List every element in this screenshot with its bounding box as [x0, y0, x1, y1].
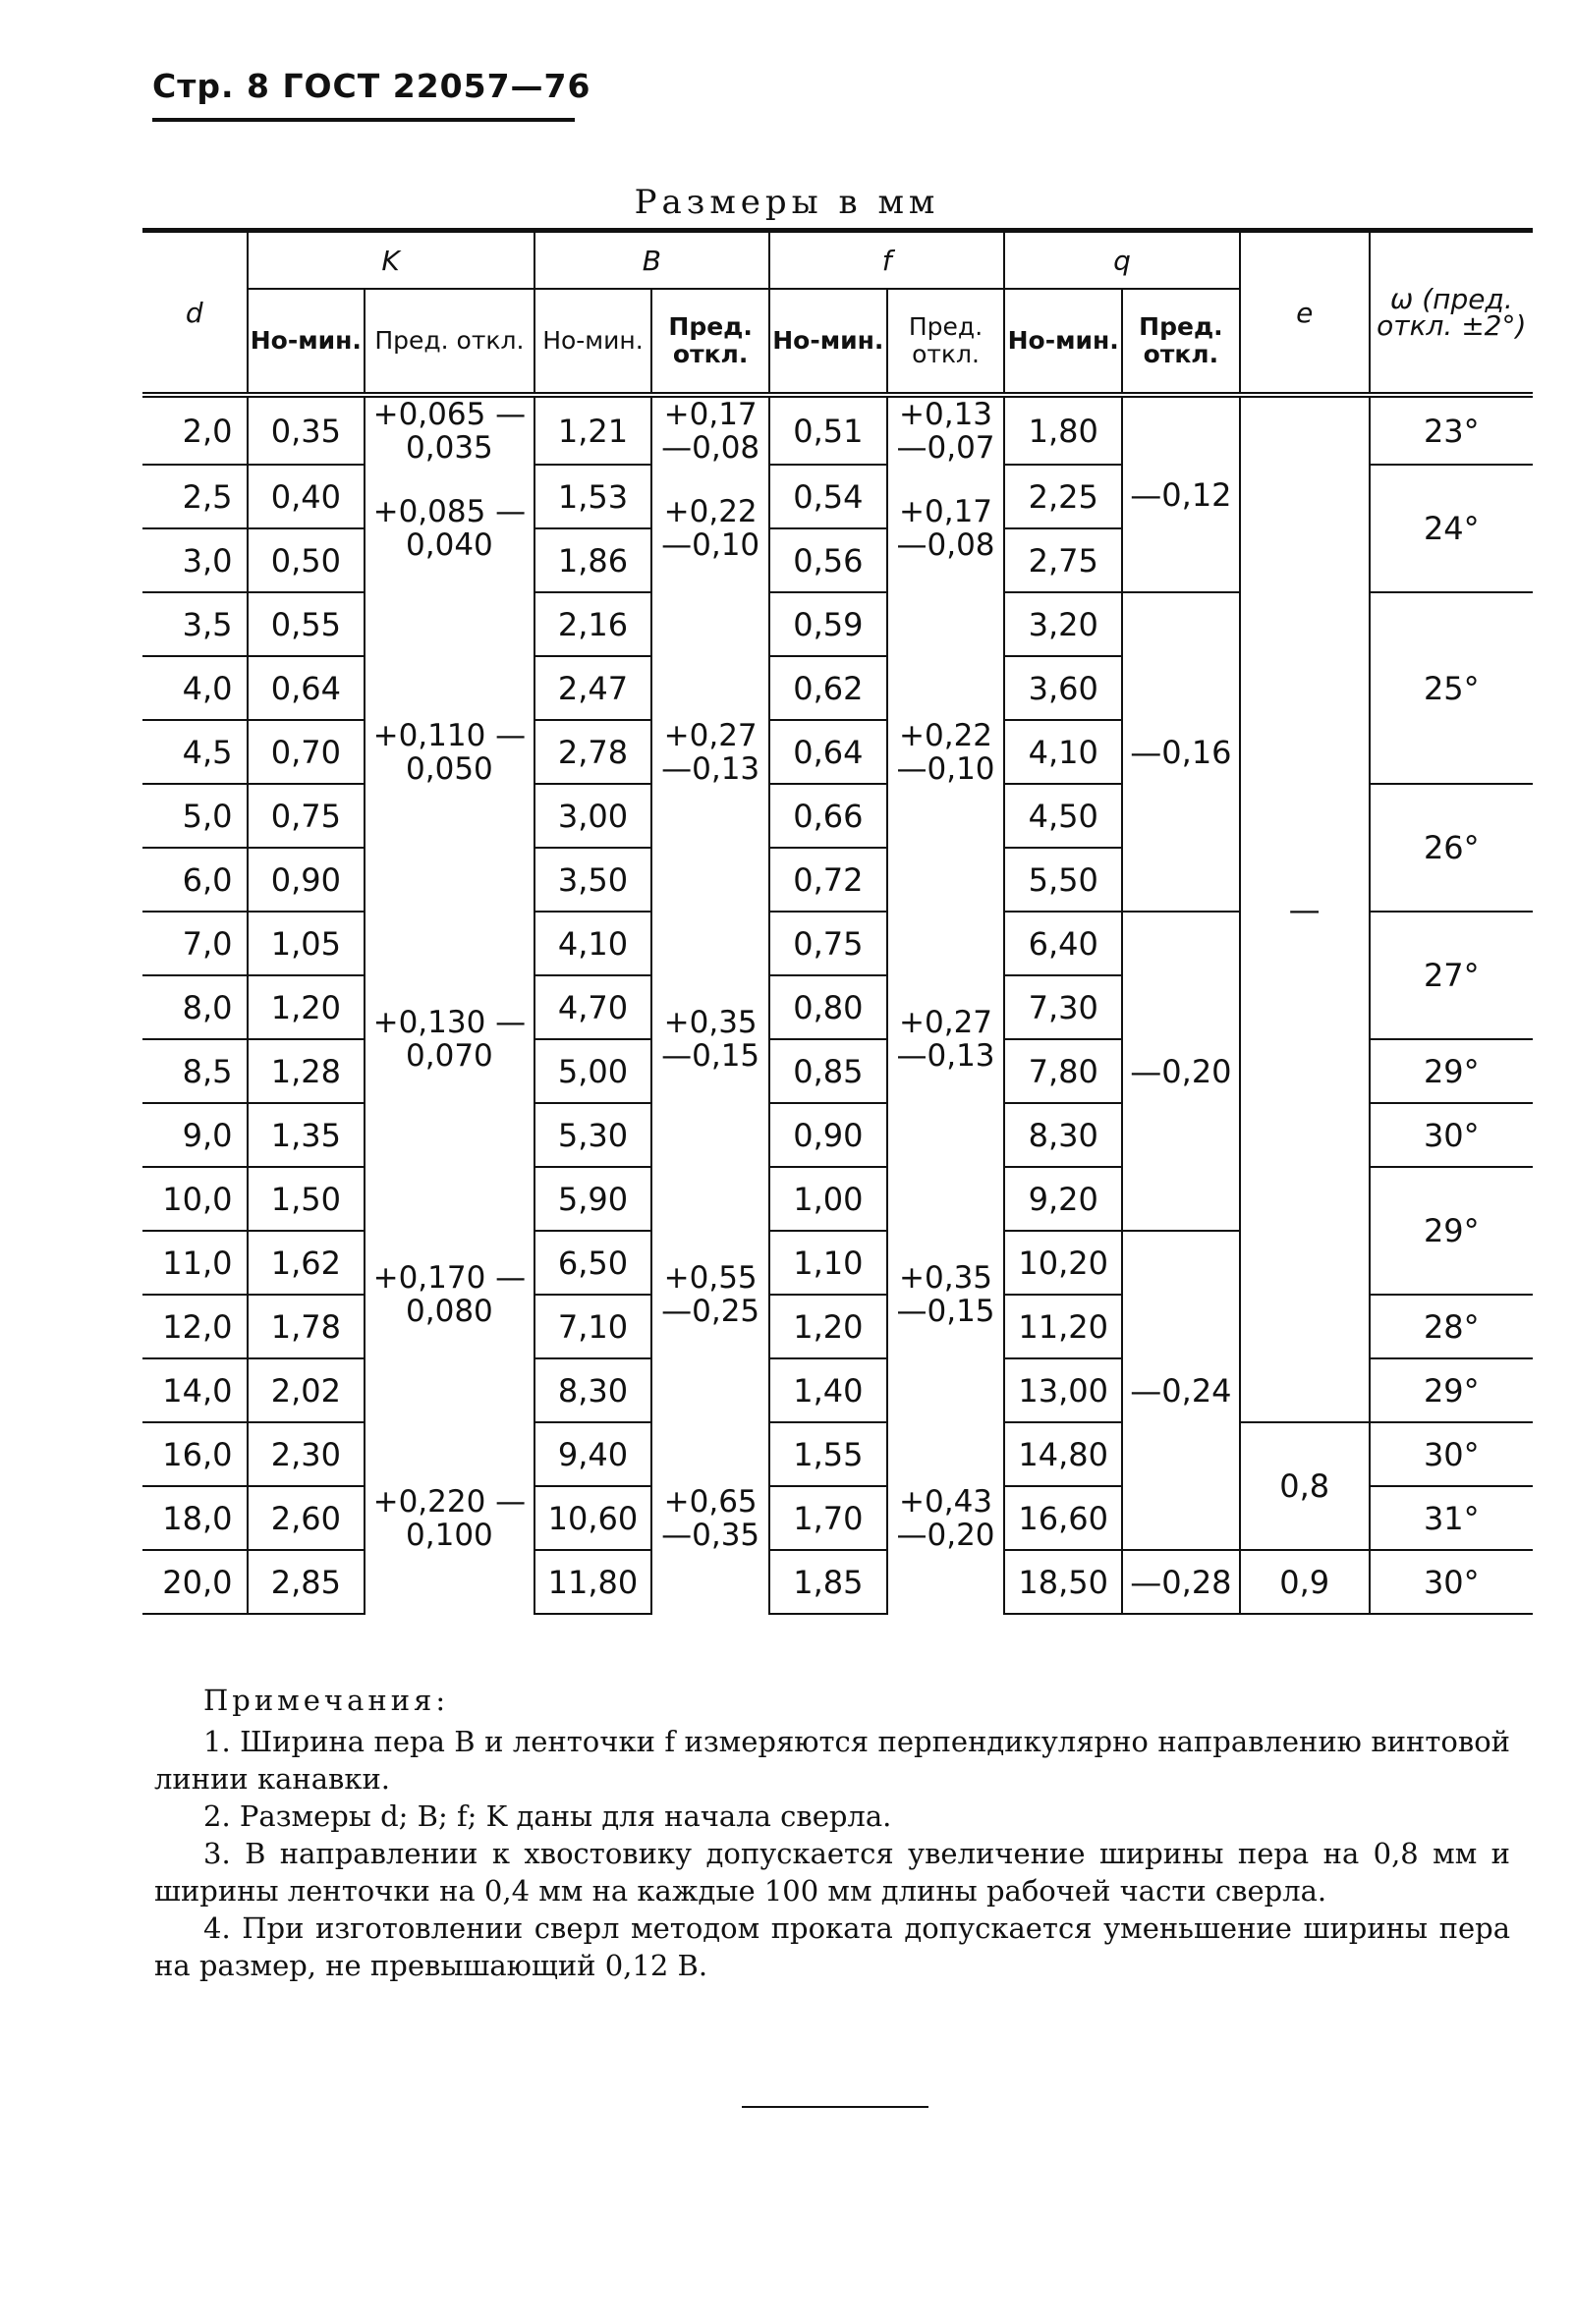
note-1: 1. Ширина пера B и ленточки f измеряются перпендикулярно направлению винтовой линии канавки.	[154, 1725, 1510, 1796]
cell-q-nom: 7,80	[1004, 1039, 1122, 1103]
cell-q-tol: —0,16	[1122, 592, 1240, 912]
cell-d: 12,0	[142, 1295, 248, 1358]
cell-B-nom: 1,21	[534, 395, 652, 465]
header-d: d	[142, 231, 248, 396]
cell-K-nom: 2,30	[248, 1422, 365, 1486]
note-2: 2. Размеры d; B; f; K даны для начала сверла.	[203, 1799, 892, 1833]
subheader-nom: Но-мин.	[1004, 289, 1122, 395]
cell-omega: 23°	[1370, 395, 1533, 465]
cell-d: 8,5	[142, 1039, 248, 1103]
cell-B-nom: 2,78	[534, 720, 652, 784]
cell-q-nom: 13,00	[1004, 1358, 1122, 1422]
cell-K-nom: 1,20	[248, 975, 365, 1039]
cell-K-nom: 0,70	[248, 720, 365, 784]
subheader-pred: Пред. откл.	[1122, 289, 1240, 395]
cell-d: 14,0	[142, 1358, 248, 1422]
header-q: q	[1004, 231, 1239, 290]
table-row	[142, 395, 1533, 465]
cell-f-nom: 1,00	[769, 1167, 887, 1231]
cell-q-nom: 2,75	[1004, 528, 1122, 592]
subheader-nom: Но-мин.	[248, 289, 365, 395]
note-4: 4. При изготовлении сверл методом проката допускается уменьшение ширины пера на размер, не превышающий 0,12 B.	[154, 1911, 1510, 1982]
subheader-pred: Пред. откл.	[365, 289, 534, 395]
cell-K-nom: 1,28	[248, 1039, 365, 1103]
cell-B-tol: +0,17 —0,08	[651, 395, 769, 465]
cell-d: 10,0	[142, 1167, 248, 1231]
cell-K-tol: +0,130 —0,070	[365, 912, 534, 1167]
cell-f-nom: 0,59	[769, 592, 887, 656]
cell-f-nom: 0,85	[769, 1039, 887, 1103]
cell-B-nom: 6,50	[534, 1231, 652, 1295]
cell-f-tol: +0,22 —0,10	[887, 592, 1005, 912]
cell-omega: 25°	[1370, 592, 1533, 784]
cell-omega: 28°	[1370, 1295, 1533, 1358]
cell-f-nom: 0,51	[769, 395, 887, 465]
cell-K-nom: 0,40	[248, 465, 365, 528]
cell-B-nom: 2,16	[534, 592, 652, 656]
header-rule	[152, 118, 575, 122]
cell-B-nom: 5,00	[534, 1039, 652, 1103]
cell-omega: 29°	[1370, 1039, 1533, 1103]
subheader-pred: Пред. откл.	[887, 289, 1005, 395]
cell-q-tol: —0,20	[1122, 912, 1240, 1231]
cell-B-tol: +0,22 —0,10	[651, 465, 769, 592]
cell-q-nom: 7,30	[1004, 975, 1122, 1039]
header-K: K	[248, 231, 534, 290]
cell-f-tol: +0,35 —0,15	[887, 1167, 1005, 1422]
cell-d: 6,0	[142, 848, 248, 912]
cell-B-nom: 3,00	[534, 784, 652, 848]
cell-omega: 30°	[1370, 1422, 1533, 1486]
cell-omega: 30°	[1370, 1103, 1533, 1167]
cell-K-nom: 1,78	[248, 1295, 365, 1358]
header-e: e	[1240, 231, 1370, 396]
cell-B-nom: 4,10	[534, 912, 652, 975]
table-caption: Размеры в мм	[634, 183, 940, 222]
cell-omega: 29°	[1370, 1167, 1533, 1295]
cell-omega: 31°	[1370, 1486, 1533, 1550]
cell-B-nom: 8,30	[534, 1358, 652, 1422]
cell-q-tol: —0,24	[1122, 1231, 1240, 1550]
cell-B-tol: +0,65 —0,35	[651, 1422, 769, 1614]
notes	[154, 1682, 1510, 1984]
cell-q-nom: 16,60	[1004, 1486, 1122, 1550]
table-row	[142, 1422, 1533, 1486]
cell-K-tol: +0,085 —0,040	[365, 465, 534, 592]
cell-f-nom: 1,55	[769, 1422, 887, 1486]
cell-B-nom: 9,40	[534, 1422, 652, 1486]
cell-d: 3,0	[142, 528, 248, 592]
cell-d: 2,0	[142, 395, 248, 465]
cell-q-nom: 3,20	[1004, 592, 1122, 656]
cell-q-tol: —0,28	[1122, 1550, 1240, 1614]
cell-B-tol: +0,55 —0,25	[651, 1167, 769, 1422]
cell-K-nom: 0,64	[248, 656, 365, 720]
cell-d: 9,0	[142, 1103, 248, 1167]
header-B: B	[534, 231, 769, 290]
cell-omega: 27°	[1370, 912, 1533, 1039]
cell-f-nom: 0,90	[769, 1103, 887, 1167]
cell-B-nom: 10,60	[534, 1486, 652, 1550]
cell-d: 16,0	[142, 1422, 248, 1486]
cell-K-nom: 0,35	[248, 395, 365, 465]
cell-f-tol: +0,17 —0,08	[887, 465, 1005, 592]
cell-B-nom: 5,90	[534, 1167, 652, 1231]
bottom-rule	[742, 2106, 928, 2108]
subheader-pred: Пред. откл.	[651, 289, 769, 395]
cell-d: 4,5	[142, 720, 248, 784]
cell-q-nom: 2,25	[1004, 465, 1122, 528]
cell-f-nom: 1,70	[769, 1486, 887, 1550]
cell-q-nom: 6,40	[1004, 912, 1122, 975]
cell-q-nom: 10,20	[1004, 1231, 1122, 1295]
cell-omega: 30°	[1370, 1550, 1533, 1614]
cell-d: 2,5	[142, 465, 248, 528]
cell-K-nom: 1,05	[248, 912, 365, 975]
cell-K-nom: 0,55	[248, 592, 365, 656]
cell-q-nom: 18,50	[1004, 1550, 1122, 1614]
cell-B-nom: 11,80	[534, 1550, 652, 1614]
table-body	[142, 395, 1533, 1614]
cell-d: 3,5	[142, 592, 248, 656]
cell-q-nom: 3,60	[1004, 656, 1122, 720]
cell-K-nom: 1,50	[248, 1167, 365, 1231]
cell-d: 20,0	[142, 1550, 248, 1614]
cell-f-nom: 1,85	[769, 1550, 887, 1614]
cell-q-nom: 4,50	[1004, 784, 1122, 848]
subheader-nom: Но-мин.	[534, 289, 652, 395]
cell-q-nom: 11,20	[1004, 1295, 1122, 1358]
cell-d: 4,0	[142, 656, 248, 720]
cell-d: 5,0	[142, 784, 248, 848]
cell-f-nom: 1,10	[769, 1231, 887, 1295]
cell-B-nom: 4,70	[534, 975, 652, 1039]
cell-K-nom: 1,35	[248, 1103, 365, 1167]
cell-K-nom: 2,60	[248, 1486, 365, 1550]
table-row	[142, 1550, 1533, 1614]
cell-d: 7,0	[142, 912, 248, 975]
note-3: 3. В направлении к хвостовику допускается увеличение ширины пера на 0,8 мм и ширины ленточки на 0,4 мм на каждые 100 мм длины рабочей части сверла.	[154, 1837, 1510, 1908]
cell-q-tol: —0,12	[1122, 395, 1240, 592]
cell-q-nom: 9,20	[1004, 1167, 1122, 1231]
cell-K-nom: 2,85	[248, 1550, 365, 1614]
header-f: f	[769, 231, 1004, 290]
cell-f-nom: 0,56	[769, 528, 887, 592]
cell-K-nom: 0,50	[248, 528, 365, 592]
cell-f-nom: 0,54	[769, 465, 887, 528]
cell-f-nom: 1,20	[769, 1295, 887, 1358]
cell-q-nom: 8,30	[1004, 1103, 1122, 1167]
cell-d: 8,0	[142, 975, 248, 1039]
cell-f-tol: +0,27 —0,13	[887, 912, 1005, 1167]
cell-f-nom: 0,64	[769, 720, 887, 784]
cell-q-nom: 5,50	[1004, 848, 1122, 912]
cell-K-tol: +0,110 —0,050	[365, 592, 534, 912]
cell-B-nom: 5,30	[534, 1103, 652, 1167]
cell-e: 0,9	[1240, 1550, 1370, 1614]
cell-q-nom: 1,80	[1004, 395, 1122, 465]
cell-d: 11,0	[142, 1231, 248, 1295]
cell-q-nom: 4,10	[1004, 720, 1122, 784]
cell-f-tol: +0,13 —0,07	[887, 395, 1005, 465]
page-header: Стр. 8 ГОСТ 22057—76	[152, 67, 591, 105]
cell-d: 18,0	[142, 1486, 248, 1550]
cell-q-nom: 14,80	[1004, 1422, 1122, 1486]
dimensions-table	[142, 228, 1533, 1615]
cell-K-tol: +0,170 —0,080	[365, 1167, 534, 1422]
cell-K-tol: +0,220 —0,100	[365, 1422, 534, 1614]
header-omega: ω (пред. откл. ±2°)	[1370, 231, 1533, 396]
cell-B-tol: +0,35 —0,15	[651, 912, 769, 1167]
cell-f-tol: +0,43 —0,20	[887, 1422, 1005, 1614]
cell-B-nom: 2,47	[534, 656, 652, 720]
cell-B-nom: 3,50	[534, 848, 652, 912]
cell-f-nom: 0,62	[769, 656, 887, 720]
subheader-nom: Но-мин.	[769, 289, 887, 395]
cell-f-nom: 1,40	[769, 1358, 887, 1422]
cell-omega: 26°	[1370, 784, 1533, 912]
cell-B-nom: 7,10	[534, 1295, 652, 1358]
cell-f-nom: 0,75	[769, 912, 887, 975]
cell-f-nom: 0,66	[769, 784, 887, 848]
cell-omega: 29°	[1370, 1358, 1533, 1422]
cell-B-nom: 1,53	[534, 465, 652, 528]
notes-title: Примечания:	[203, 1684, 450, 1717]
cell-f-nom: 0,80	[769, 975, 887, 1039]
cell-K-tol: +0,065 —0,035	[365, 395, 534, 465]
cell-B-nom: 1,86	[534, 528, 652, 592]
cell-K-nom: 1,62	[248, 1231, 365, 1295]
cell-K-nom: 2,02	[248, 1358, 365, 1422]
cell-B-tol: +0,27 —0,13	[651, 592, 769, 912]
cell-K-nom: 0,90	[248, 848, 365, 912]
cell-e: —	[1240, 395, 1370, 1422]
cell-omega: 24°	[1370, 465, 1533, 592]
cell-e: 0,8	[1240, 1422, 1370, 1550]
cell-f-nom: 0,72	[769, 848, 887, 912]
cell-K-nom: 0,75	[248, 784, 365, 848]
